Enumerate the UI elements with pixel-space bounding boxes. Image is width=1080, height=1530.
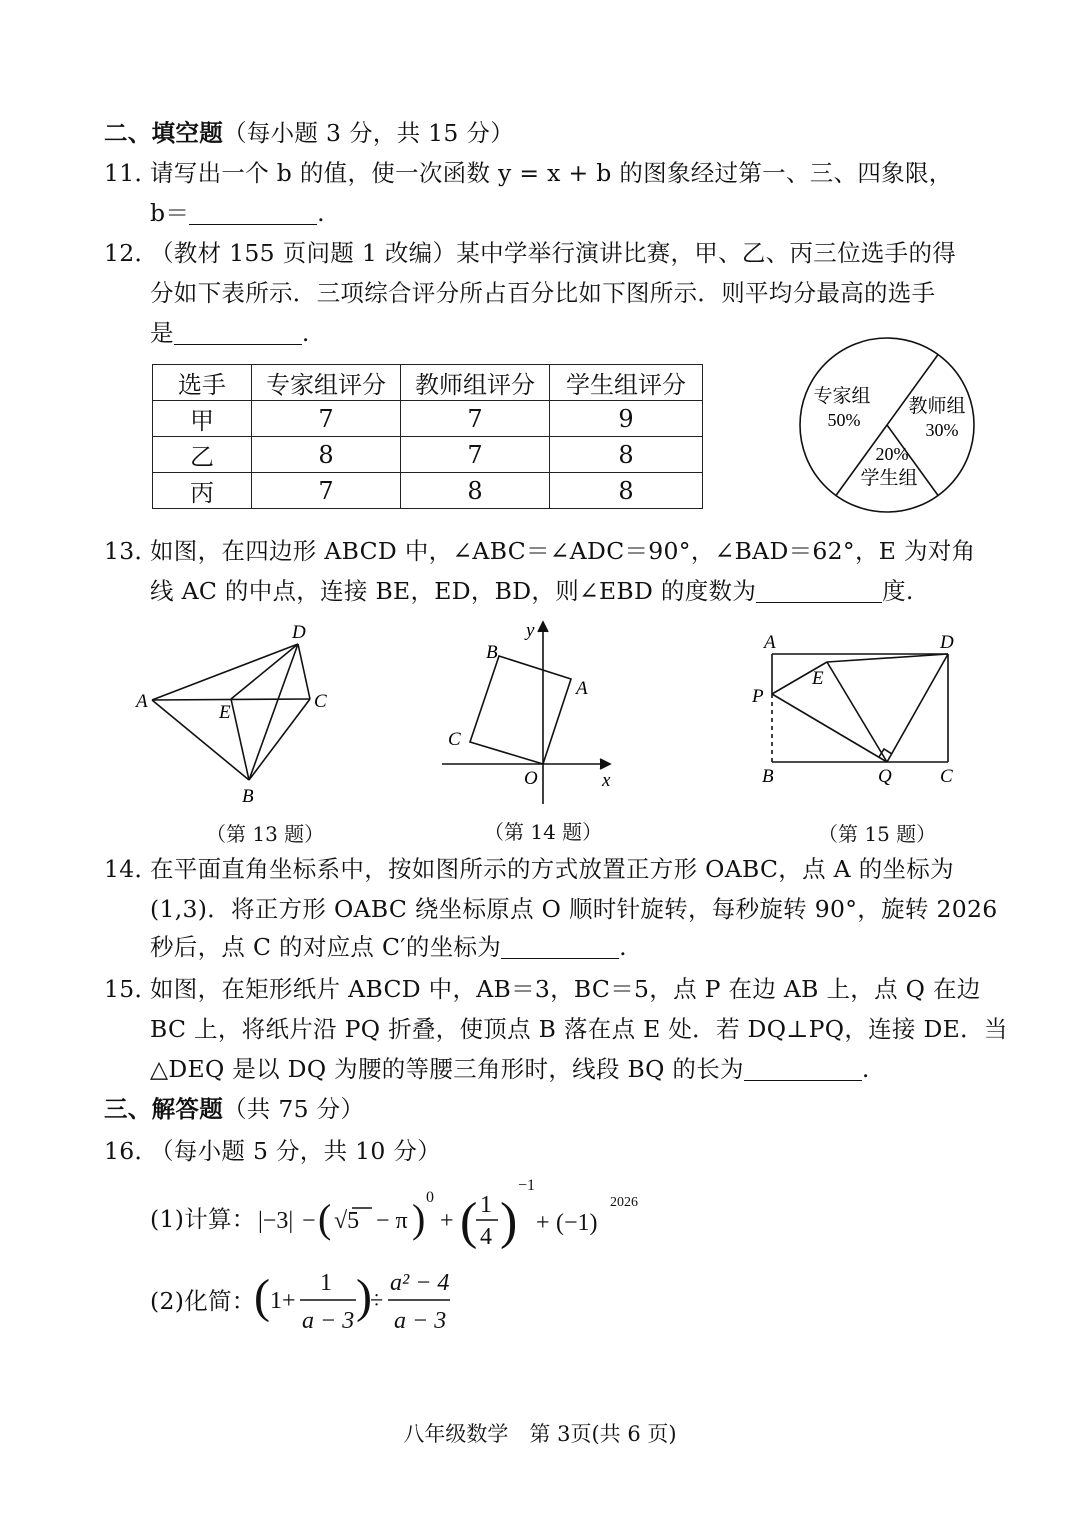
neg-one-term: (−1) (556, 1210, 598, 1236)
figure-13-caption: （第 13 题） (206, 822, 325, 846)
point-label: B (486, 642, 498, 663)
percentage-pie-chart (792, 330, 982, 520)
plus-sign: + (536, 1210, 550, 1236)
sqrt-term: √5 (334, 1208, 360, 1234)
figure-14-caption: （第 14 题） (484, 820, 603, 844)
pie-pct-student: 20% (875, 444, 909, 464)
right-paren: ) (356, 1270, 372, 1323)
q16-part2-expression (252, 1262, 472, 1342)
divide-sign: ÷ (370, 1288, 384, 1314)
fraction-numerator: 1 (480, 1192, 492, 1218)
point-label: C (940, 766, 953, 787)
pie-label-student: 学生组 (860, 468, 918, 489)
point-label: E (219, 702, 231, 723)
figure-13 (130, 620, 350, 810)
pie-label-teacher: 教师组 (908, 396, 966, 417)
left-paren: ( (318, 1196, 332, 1241)
abs-term: |−3| (258, 1208, 294, 1234)
fraction-numerator: a² − 4 (390, 1270, 450, 1296)
q16-note: （每小题 5 分，共 10 分） (150, 1137, 442, 1165)
axis-label-x: x (602, 770, 611, 791)
q16-part1-expression (254, 1172, 654, 1262)
table-header: 学生组评分 (550, 365, 703, 401)
point-label: Q (878, 766, 892, 787)
q11-answer-label: b＝ (150, 199, 190, 227)
table-cell: 8 (252, 437, 401, 473)
exponent-2026: 2026 (610, 1195, 638, 1210)
left-paren: ( (254, 1270, 270, 1323)
page-footer: 八年级数学 第 3页(共 6 页) (403, 1422, 677, 1446)
q15-answer-blank[interactable] (744, 1058, 862, 1081)
q13-line2: 线 AC 的中点，连接 BE，ED，BD，则∠EBD 的度数为 (150, 577, 757, 605)
plus-sign: + (440, 1208, 454, 1234)
pi-term: − π (376, 1208, 408, 1234)
section-title: 二、填空题 (104, 119, 223, 147)
q11-number: 11． (104, 159, 159, 187)
point-label: C (448, 729, 461, 750)
point-label: O (524, 768, 538, 789)
table-cell: 7 (401, 401, 550, 437)
q12-number: 12． (104, 239, 159, 267)
table-header-row (153, 365, 703, 401)
right-paren: ) (500, 1193, 518, 1250)
q13-line2-suffix: 度. (882, 577, 914, 605)
point-label: A (576, 678, 588, 699)
table-cell: 7 (252, 401, 401, 437)
q16-part1-label: (1)计算： (150, 1205, 256, 1233)
table-cell: 8 (550, 437, 703, 473)
q13-number: 13． (104, 537, 159, 565)
table-cell: 甲 (153, 401, 252, 437)
q15-line3: △DEQ 是以 DQ 为腰的等腰三角形时，线段 BQ 的长为 (150, 1055, 744, 1083)
q11-answer-blank[interactable] (189, 202, 317, 225)
q14-line2: (1,3)．将正方形 OABC 绕坐标原点 O 顺时针旋转，每秒旋转 90°，旋转 2026 (150, 895, 998, 923)
table-header: 专家组评分 (252, 365, 401, 401)
q12-line3: 是 (150, 319, 174, 347)
table-cell: 乙 (153, 437, 252, 473)
table-row (153, 437, 703, 473)
point-label: P (752, 686, 764, 707)
table-cell: 9 (550, 401, 703, 437)
section-title: 三、解答题 (104, 1095, 223, 1123)
left-paren: ( (460, 1193, 478, 1250)
score-table (152, 364, 703, 509)
exponent-zero: 0 (426, 1189, 434, 1206)
figure-15 (744, 622, 974, 802)
q16-number: 16． (104, 1137, 159, 1165)
q14-line3: 秒后，点 C 的对应点 C′的坐标为 (150, 933, 502, 961)
q14-line1: 在平面直角坐标系中，按如图所示的方式放置正方形 OABC，点 A 的坐标为 (150, 855, 954, 883)
table-cell: 8 (401, 473, 550, 509)
table-row (153, 473, 703, 509)
fraction-denominator: a − 3 (302, 1308, 355, 1334)
table-cell: 丙 (153, 473, 252, 509)
fraction-denominator: a − 3 (394, 1308, 447, 1334)
table-cell: 8 (550, 473, 703, 509)
point-label: D (940, 632, 954, 653)
table-cell: 7 (252, 473, 401, 509)
point-label: A (136, 691, 148, 712)
exponent-neg-one: −1 (518, 1177, 536, 1194)
pie-label-expert: 专家组 (813, 386, 871, 407)
table-row (153, 401, 703, 437)
axis-label-y: y (526, 620, 535, 641)
table-header: 选手 (153, 365, 252, 401)
point-label: E (812, 668, 824, 689)
pie-pct-teacher: 30% (925, 420, 959, 440)
figure-15-caption: （第 15 题） (818, 822, 937, 846)
right-paren: ) (412, 1196, 426, 1241)
section-note: （每小题 3 分，共 15 分） (223, 119, 515, 147)
one-plus: 1+ (270, 1288, 296, 1314)
fraction-numerator: 1 (320, 1270, 332, 1296)
point-label: A (764, 632, 776, 653)
q13-answer-blank[interactable] (756, 580, 882, 603)
fraction-denominator: 4 (480, 1224, 492, 1250)
q16-part2-label: (2)化简： (150, 1287, 256, 1315)
table-header: 教师组评分 (401, 365, 550, 401)
q14-answer-blank[interactable] (501, 936, 619, 959)
point-label: C (314, 691, 327, 712)
point-label: B (762, 766, 774, 787)
section-note: （共 75 分） (223, 1095, 365, 1123)
q12-line1: （教材 155 页问题 1 改编）某中学举行演讲比赛，甲、乙、丙三位选手的得 (150, 239, 957, 267)
q13-line1: 如图，在四边形 ABCD 中，∠ABC＝∠ADC＝90°，∠BAD＝62°，E 为对角 (150, 537, 976, 565)
table-cell: 7 (401, 437, 550, 473)
figure-14 (432, 612, 632, 812)
q14-number: 14． (104, 855, 159, 883)
q12-answer-blank[interactable] (174, 322, 302, 345)
point-label: B (242, 786, 254, 807)
pie-pct-expert: 50% (827, 410, 861, 430)
minus-sign: − (302, 1208, 316, 1234)
point-label: D (292, 622, 306, 643)
q15-line2: BC 上，将纸片沿 PQ 折叠，使顶点 B 落在点 E 处．若 DQ⊥PQ，连接 DE．当 (150, 1015, 1008, 1043)
q11-line1: 请写出一个 b 的值，使一次函数 y = x + b 的图象经过第一、三、四象限， (150, 159, 953, 187)
q12-line2: 分如下表所示．三项综合评分所占百分比如下图所示．则平均分最高的选手 (150, 279, 936, 307)
q15-line1: 如图，在矩形纸片 ABCD 中，AB＝3，BC＝5，点 P 在边 AB 上，点 Q 在边 (150, 975, 981, 1003)
q15-number: 15． (104, 975, 159, 1003)
